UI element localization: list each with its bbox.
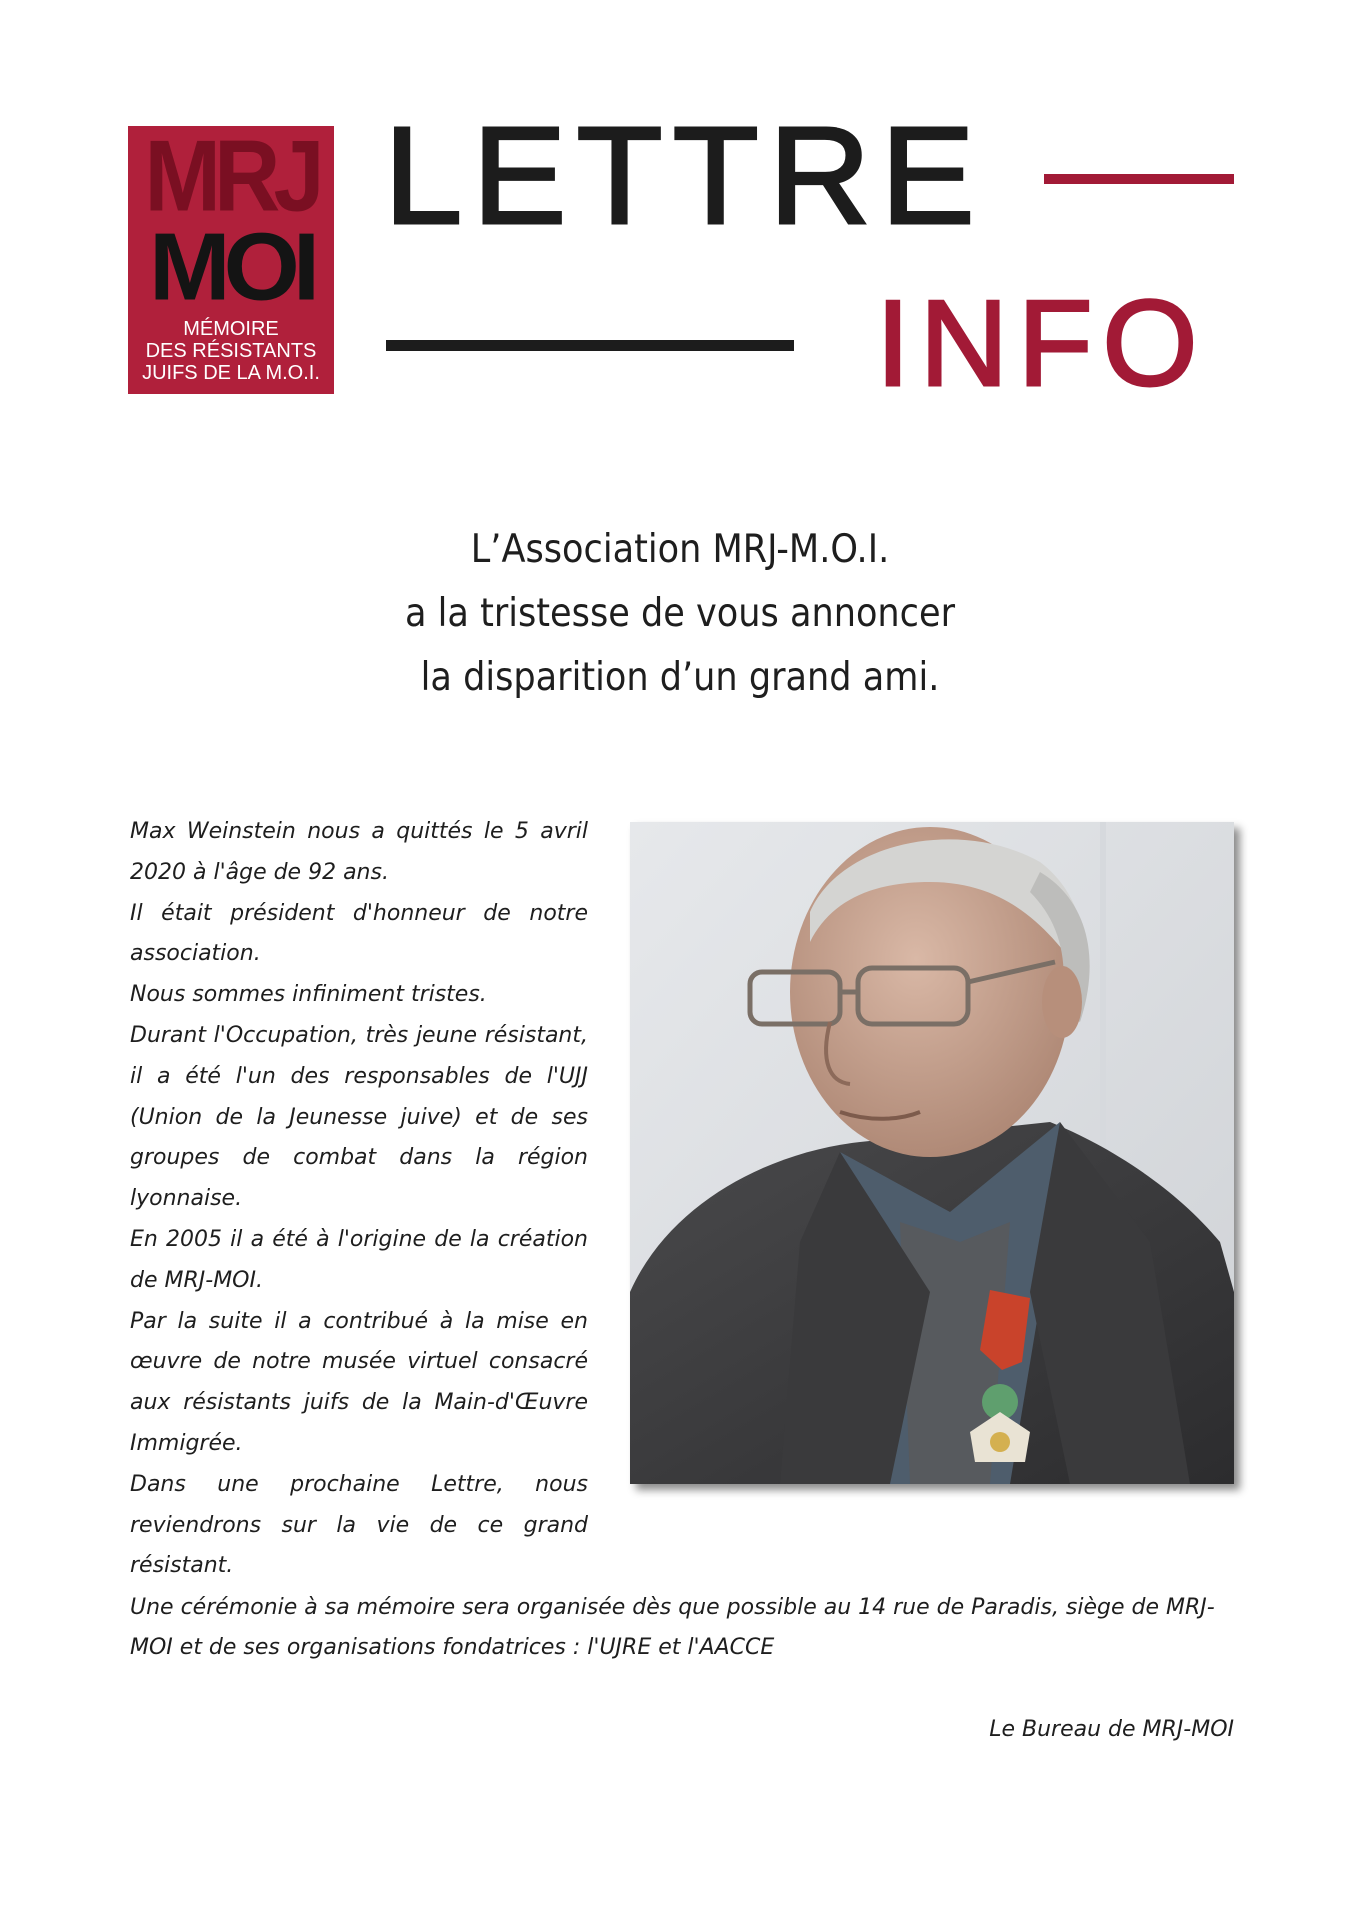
announcement	[320, 518, 1040, 710]
mrj-moi-logo	[128, 126, 334, 394]
logo-moi-text: MOI	[148, 212, 314, 320]
logo-mrj-text: MRJ	[144, 126, 318, 233]
obituary-paragraph: Il était président d'honneur de notre association.	[130, 900, 588, 967]
announcement-line: a la tristesse de vous annoncer	[404, 591, 956, 636]
portrait-photo	[630, 822, 1234, 1484]
logo-subtitle-line: DES RÉSISTANTS	[145, 340, 317, 362]
obituary-paragraph: Max Weinstein nous a quittés le 5 avril 2020 à l'âge de 92 ans.	[130, 819, 588, 885]
signature: Le Bureau de MRJ-MOI	[989, 1717, 1234, 1742]
title-info: INFO	[876, 275, 1208, 411]
title-dash-black	[386, 340, 794, 351]
obituary-paragraph: En 2005 il a été à l'origine de la création de MRJ-MOI.	[130, 1226, 588, 1293]
obituary-paragraph: Nous sommes infiniment tristes.	[130, 982, 487, 1008]
obituary-text	[130, 812, 588, 1587]
obituary-paragraph: Dans une prochaine Lettre, nous reviendrons sur la vie de ce grand résistant.	[130, 1471, 588, 1579]
title-dash-red	[1044, 174, 1234, 184]
announcement-line: la disparition d’un grand ami.	[420, 655, 940, 700]
ceremony-notice	[130, 1588, 1234, 1668]
title-lettre: LETTRE	[384, 99, 985, 253]
logo-subtitle	[128, 318, 334, 384]
logo-subtitle-line: MÉMOIRE	[183, 318, 279, 340]
announcement-line: L’Association MRJ-M.O.I.	[470, 527, 890, 572]
logo-subtitle-line: JUIFS DE LA M.O.I.	[142, 362, 320, 384]
ceremony-text: Une cérémonie à sa mémoire sera organisée dès que possible au 14 rue de Paradis, siège de MRJ-MOI et de ses organisations fondatrices : l'UJRE et l'AACCE	[130, 1595, 1215, 1660]
obituary-paragraph: Durant l'Occupation, très jeune résistant, il a été l'un des responsables de l'UJJ (Union de la Jeunesse juive) et de ses groupes de combat dans la région lyonnaise.	[130, 1022, 588, 1212]
obituary-paragraph: Par la suite il a contribué à la mise en œuvre de notre musée virtuel consacré aux résistants juifs de la Main-d'Œuvre Immigrée.	[130, 1308, 588, 1456]
